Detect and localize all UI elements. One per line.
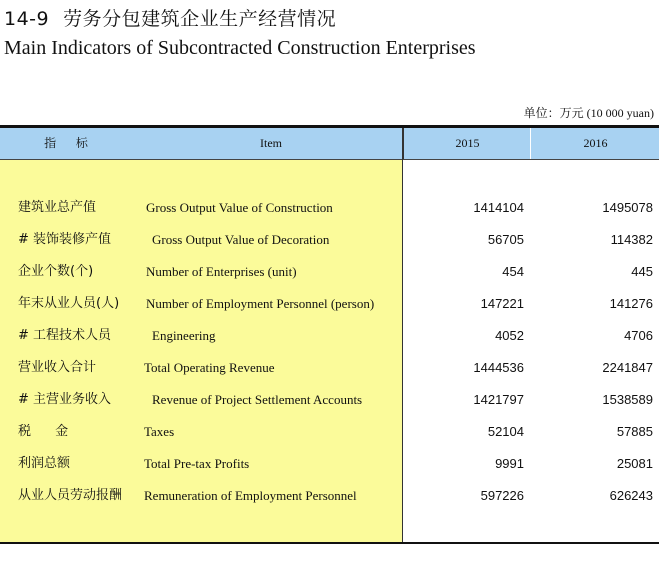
row-value-2015: 9991 xyxy=(495,456,524,471)
row-label-en: Number of Employment Personnel (person) xyxy=(146,296,375,311)
row-label-en: Engineering xyxy=(152,328,216,343)
row-value-2015: 147221 xyxy=(480,296,524,311)
table-title-en: Main Indicators of Subcontracted Construction Enterprises xyxy=(4,37,476,59)
bottom-rule xyxy=(0,542,659,544)
table-number: 14-9 xyxy=(4,8,50,30)
row-value-2016: 2241847 xyxy=(602,360,653,375)
row-label-cn: 建筑业总产值 xyxy=(18,200,97,215)
row-label-en: Gross Output Value of Construction xyxy=(146,200,333,215)
unit-label: 单位：万元 (10 000 yuan) xyxy=(523,106,654,120)
header-item-en: Item xyxy=(260,136,282,150)
row-value-2016: 141276 xyxy=(609,296,653,311)
header-year-2016: 2016 xyxy=(530,128,659,159)
row-label-en: Gross Output Value of Decoration xyxy=(152,232,330,247)
row-value-2015: 454 xyxy=(502,264,524,279)
table-row xyxy=(0,448,659,480)
table-row xyxy=(0,224,659,256)
row-label-en: Total Operating Revenue xyxy=(144,360,275,375)
row-label-cn: 营业收入合计 xyxy=(18,360,97,375)
row-label-en: Revenue of Project Settlement Accounts xyxy=(152,392,363,407)
row-label-cn: 从业人员劳动报酬 xyxy=(18,488,123,503)
table-title-cn-text: 劳务分包建筑企业生产经营情况 xyxy=(63,8,337,30)
row-value-2016: 626243 xyxy=(609,488,653,503)
row-label-en: Taxes xyxy=(144,424,175,439)
table-row xyxy=(0,352,659,384)
row-label-en: Remuneration of Employment Personnel xyxy=(144,488,357,503)
table-header xyxy=(0,128,659,160)
row-label-cn: 税 金 xyxy=(18,424,79,439)
table-row xyxy=(0,480,659,512)
header-year-2015: 2015 xyxy=(403,128,531,159)
table-row xyxy=(0,192,659,224)
row-value-2015: 52104 xyxy=(487,424,524,439)
row-value-2016: 1495078 xyxy=(602,200,653,215)
row-value-2015: 1444536 xyxy=(473,360,524,375)
row-value-2015: 56705 xyxy=(487,232,524,247)
row-label-cn: # 装饰装修产值 xyxy=(18,232,112,247)
table-title-cn xyxy=(4,4,336,31)
row-value-2016: 57885 xyxy=(616,424,653,439)
header-indicator-cn: 指 标 xyxy=(44,136,96,150)
row-value-2016: 445 xyxy=(631,264,653,279)
row-value-2016: 1538589 xyxy=(602,392,653,407)
row-value-2016: 25081 xyxy=(616,456,653,471)
row-value-2015: 597226 xyxy=(480,488,524,503)
table-row xyxy=(0,384,659,416)
row-label-en: Number of Enterprises (unit) xyxy=(146,264,297,279)
row-label-en: Total Pre-tax Profits xyxy=(144,456,250,471)
table-row xyxy=(0,288,659,320)
table-row xyxy=(0,256,659,288)
row-label-cn: 企业个数(个) xyxy=(18,264,94,279)
row-value-2016: 114382 xyxy=(610,232,653,247)
row-label-cn: # 主营业务收入 xyxy=(18,392,112,407)
row-label-cn: # 工程技术人员 xyxy=(18,328,112,343)
table-row xyxy=(0,416,659,448)
row-label-cn: 年末从业人员(人) xyxy=(18,296,120,311)
row-value-2015: 4052 xyxy=(495,328,524,343)
row-value-2016: 4706 xyxy=(624,328,653,343)
row-value-2015: 1414104 xyxy=(473,200,524,215)
row-value-2015: 1421797 xyxy=(473,392,524,407)
row-label-cn: 利润总额 xyxy=(18,456,71,471)
table-row xyxy=(0,320,659,352)
